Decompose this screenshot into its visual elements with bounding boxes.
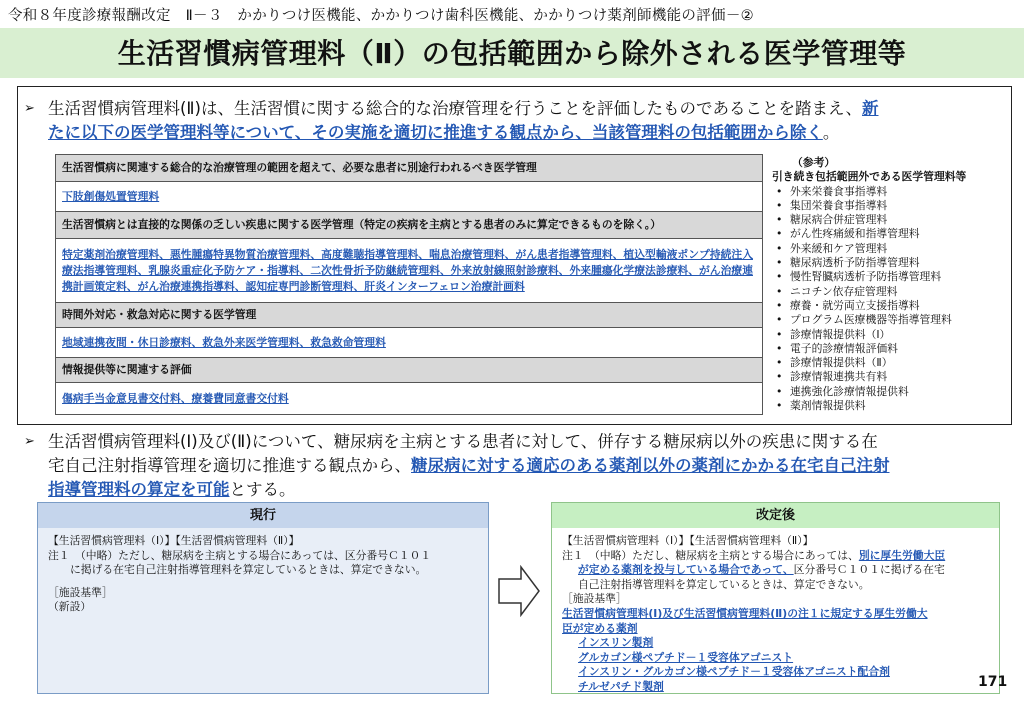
list-item: • 薬剤情報提供料 <box>772 399 1008 413</box>
revised-header: 改定後 <box>552 503 999 528</box>
table-row-head: 情報提供等に関連する評価 <box>56 358 763 383</box>
bullet-1-highlight-b: たに以下の医学管理料等について、その実施を適切に推進する観点から、当該管理料の包括範囲から除く <box>48 123 823 142</box>
table-row-link[interactable]: 下肢創傷処置管理料 <box>56 182 763 212</box>
drug-item: インスリン・グルカゴン様ペプチド－１受容体アゴニスト配合剤 <box>578 665 890 679</box>
revised-line: 生活習慣病管理料(Ⅰ)及び生活習慣病管理料(Ⅱ)の注１に規定する厚生労働大 <box>562 606 928 620</box>
current-line: 注１ （中略）ただし、糖尿病を主病とする場合にあっては、区分番号Ｃ１０１ <box>48 548 432 562</box>
list-item: • 療養・就労両立支援指導料 <box>772 299 1008 313</box>
bullet-2-end: とする。 <box>229 480 296 499</box>
current-line: に掲げる在宅自己注射指導管理料を算定しているときは、算定できない。 <box>70 563 427 577</box>
table-row-link[interactable]: 地域連携夜間・休日診療料、救急外来医学管理料、救急救命管理料 <box>56 328 763 358</box>
bullet-1 <box>24 97 1009 145</box>
drug-item: インスリン製剤 <box>578 636 654 650</box>
list-item: • プログラム医療機器等指導管理料 <box>772 313 1008 327</box>
list-item: • 電子的診療情報評価料 <box>772 342 1008 356</box>
excluded-items-table <box>55 154 763 415</box>
table-row-link[interactable]: 特定薬剤治療管理料、悪性腫瘍特異物質治療管理料、高度難聴指導管理料、喘息治療管理料、がん患者指導管理料、植込型輸液ポンプ持続注入療法指導管理料、乳腺炎重症化予防ケア・指導料、二次性骨折予防継続管理料、外来放射線照射診療料、外来腫瘍化学療法診療料、がん治療連携計画策定料、がん治療連携指導料、認知症専門診断管理料、肝炎インターフェロン治療計画料 <box>56 239 763 303</box>
revised-box <box>551 502 1000 694</box>
bullet-1-highlight-a: 新 <box>862 99 879 118</box>
arrow-right-icon <box>497 565 541 617</box>
table-row-head: 生活習慣病に関連する総合的な治療管理の範囲を超えて、必要な患者に別途行われるべき医学管理 <box>56 155 763 182</box>
bullet-1-text: 生活習慣病管理料(Ⅱ)は、生活習慣に関する総合的な治療管理を行うことを評価したものであることを踏まえ、 <box>48 99 862 118</box>
drug-item: グルカゴン様ペプチド－１受容体アゴニスト <box>578 650 794 664</box>
bullet-2-text-a: 生活習慣病管理料(Ⅰ)及び(Ⅱ)について、糖尿病を主病とする患者に対して、併存する糖尿病以外の疾患に関する在 <box>48 432 878 451</box>
bullet-2-highlight-a: 糖尿病に対する適応のある薬剤以外の薬剤にかかる在宅自己注射 <box>411 456 890 475</box>
bullet-arrow-icon: ➢ <box>24 434 35 449</box>
page-title: 生活習慣病管理料（Ⅱ）の包括範囲から除外される医学管理等 <box>117 37 907 70</box>
current-line: ［施設基準］ <box>48 585 113 599</box>
current-line: 【生活習慣病管理料（Ⅰ）】【生活習慣病管理料（Ⅱ）】 <box>48 534 300 547</box>
revised-line: ［施設基準］ <box>562 592 627 606</box>
revised-line: 【生活習慣病管理料（Ⅰ）】【生活習慣病管理料（Ⅱ）】 <box>562 534 814 547</box>
list-item: • 診療情報提供料（Ⅱ） <box>772 356 1008 370</box>
list-item: • 連携強化診療情報提供料 <box>772 385 1008 399</box>
page-number: 171 <box>978 674 1008 690</box>
list-item: • ニコチン依存症管理料 <box>772 285 1008 299</box>
list-item: • 集団栄養食事指導料 <box>772 199 1008 213</box>
table-row-link[interactable]: 傷病手当金意見書交付料、療養費同意書交付料 <box>56 383 763 415</box>
revised-line: 注１ （中略）ただし、糖尿病を主病とする場合にあっては、別に厚生労働大臣 <box>562 548 946 562</box>
list-item: • がん性疼痛緩和指導管理料 <box>772 227 1008 241</box>
breadcrumb: 令和８年度診療報酬改定 Ⅱ－３ かかりつけ医機能、かかりつけ歯科医機能、かかりつけ薬剤師機能の評価－② <box>8 8 754 24</box>
list-item: • 診療情報連携共有料 <box>772 370 1008 384</box>
table-row-head: 時間外対応・救急対応に関する医学管理 <box>56 303 763 328</box>
table-row-head: 生活習慣病とは直接的な関係の乏しい疾患に関する医学管理（特定の疾病を主病とする患者のみに算定できるものを除く。） <box>56 212 763 239</box>
list-item: • 糖尿病透析予防指導管理料 <box>772 256 1008 270</box>
bullet-2-text-b: 宅自己注射指導管理を適切に推進する観点から、 <box>48 456 411 475</box>
list-item: • 外来栄養食事指導料 <box>772 185 1008 199</box>
list-item: • 慢性腎臓病透析予防指導管理料 <box>772 270 1008 284</box>
reference-list <box>772 156 1008 413</box>
list-item: • 糖尿病合併症管理料 <box>772 213 1008 227</box>
bullet-2-highlight-b: 指導管理料の算定を可能 <box>48 480 230 499</box>
list-item: • 診療情報提供料（Ⅰ） <box>772 328 1008 342</box>
list-item: • 外来緩和ケア管理料 <box>772 242 1008 256</box>
revised-line: が定める薬剤を投与している場合であって、区分番号Ｃ１０１に掲げる在宅 <box>578 563 945 577</box>
bullet-1-end: 。 <box>822 123 840 142</box>
revised-line: 臣が定める薬剤 <box>562 621 638 635</box>
reference-label: （参考） <box>792 156 836 169</box>
current-line: （新設） <box>48 600 92 614</box>
reference-title: 引き続き包括範囲外である医学管理料等 <box>772 170 967 184</box>
revised-line: 自己注射指導管理料を算定しているときは、算定できない。 <box>578 577 870 591</box>
bullet-arrow-icon: ➢ <box>24 101 35 116</box>
drug-item: チルゼパチド製剤 <box>578 679 664 693</box>
current-header: 現行 <box>38 503 488 528</box>
bullet-2 <box>24 430 1009 502</box>
current-box <box>37 502 489 694</box>
